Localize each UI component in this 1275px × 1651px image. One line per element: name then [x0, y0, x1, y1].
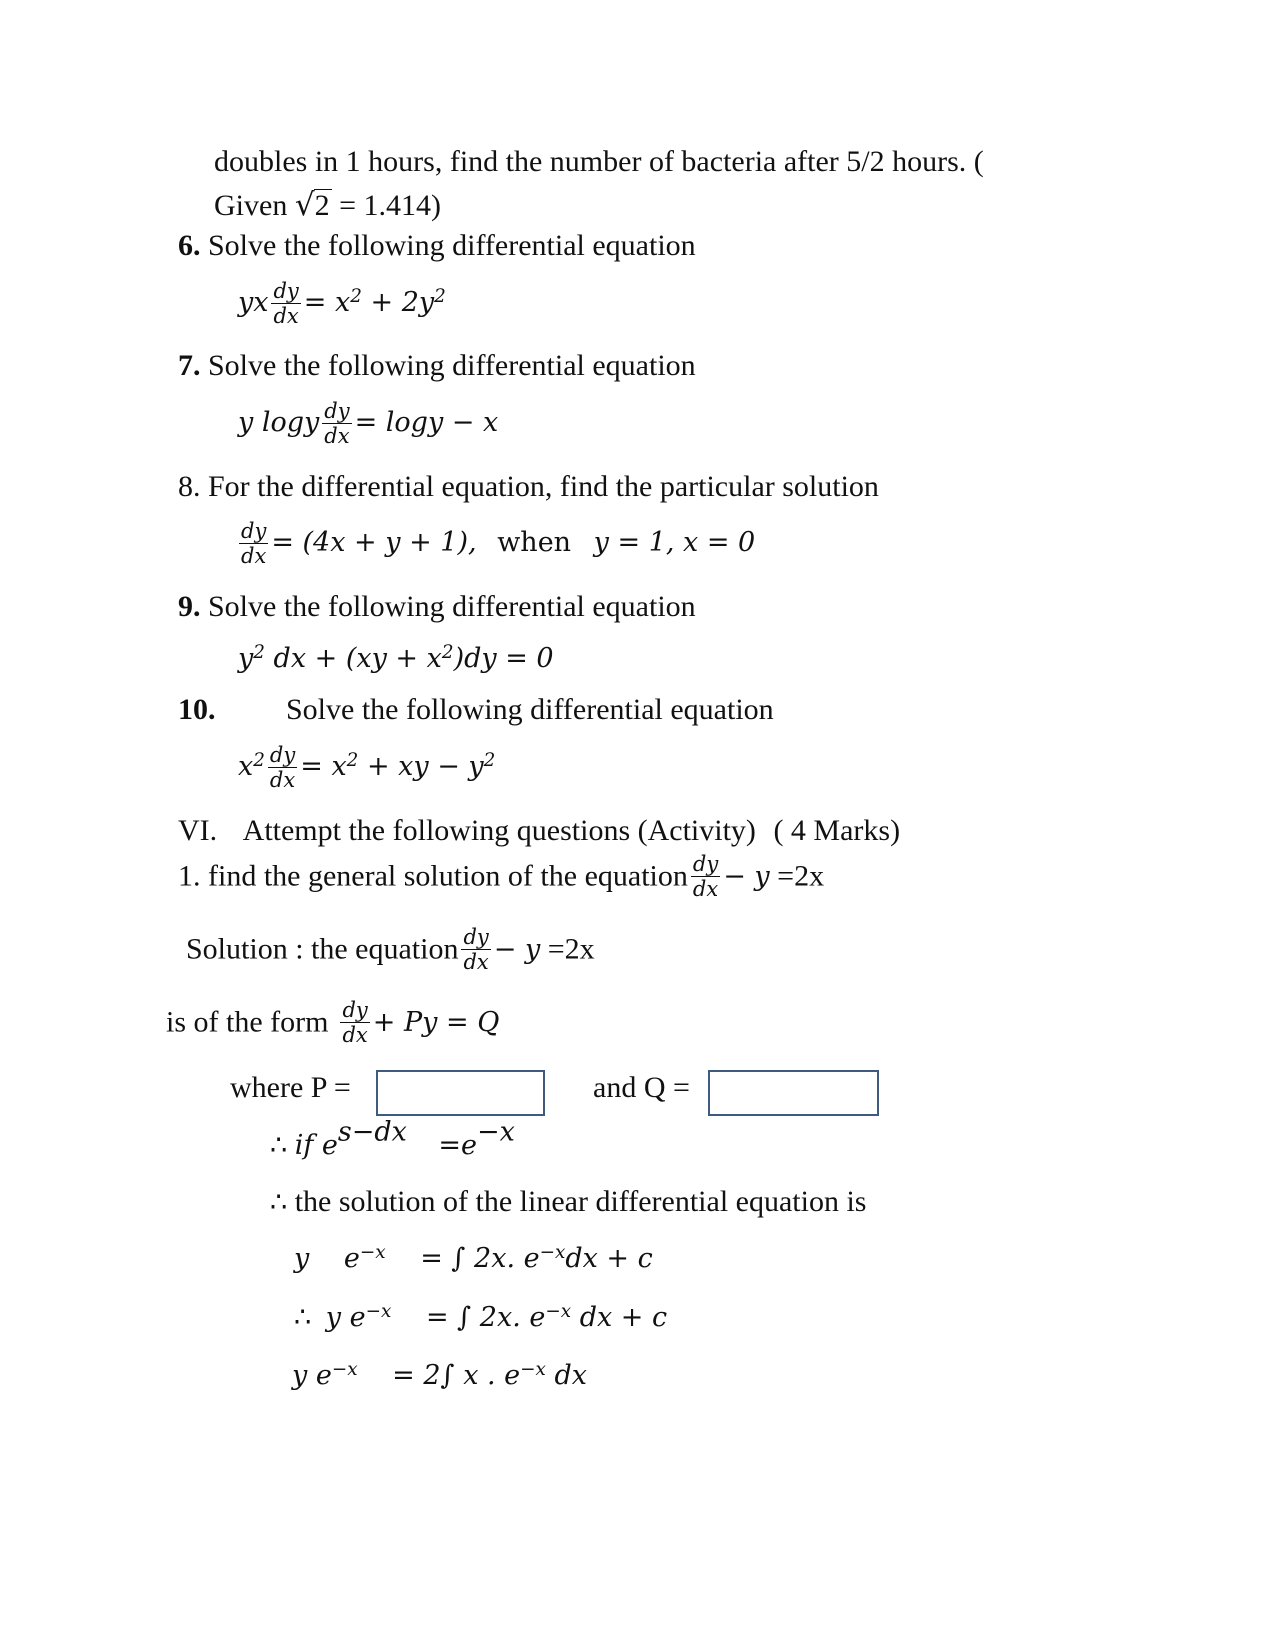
frac-numerator: dy: [342, 998, 368, 1022]
form-line: [166, 999, 499, 1046]
root-argument: 2: [314, 189, 330, 222]
section-heading: [178, 816, 900, 846]
equation-q10: [238, 744, 495, 791]
eq-lhs: x: [238, 751, 254, 783]
derivative-fraction: [271, 280, 300, 327]
question-number: 9.: [178, 590, 201, 623]
step-term: y: [294, 1243, 310, 1274]
frac-denominator: dx: [342, 1023, 368, 1048]
exponent: 2: [346, 749, 359, 771]
derivative-fraction: [691, 853, 720, 900]
derivative-fraction: [239, 520, 268, 567]
solution-rhs-math: − y: [493, 934, 541, 966]
question-10-text: Solve the following differential equation: [286, 693, 774, 726]
square-root: [295, 189, 332, 221]
eq-lhs: y logy: [238, 407, 320, 439]
question-8: [178, 472, 879, 502]
step-term: e: [343, 1243, 360, 1274]
given-value: = 1.414): [339, 189, 442, 222]
frac-denominator: dx: [324, 424, 350, 449]
integrating-factor-line: [270, 1116, 515, 1161]
exponent: −x: [520, 1358, 546, 1380]
step-term: = ∫ 2x. e: [420, 1243, 540, 1274]
eq-term: y: [238, 643, 254, 674]
solution-step-2: [294, 1300, 668, 1333]
eq-rhs: = (4x + y + 1),: [271, 527, 477, 559]
frac-numerator: dy: [241, 519, 267, 543]
exponent: 2: [434, 285, 446, 307]
exponent: −x: [477, 1116, 515, 1148]
continuation-line: doubles in 1 hours, find the number of bacteria after 5/2 hours. (: [214, 145, 984, 178]
question-text: Solve the following differential equation: [208, 229, 696, 262]
solution-label: Solution : the equation: [186, 932, 459, 966]
derivative-fraction: [340, 999, 369, 1046]
frac-denominator: dx: [269, 768, 296, 793]
solution-rhs-text: =2x: [547, 932, 595, 966]
section-numeral: VI.: [178, 814, 218, 847]
eq-rhs: = x: [300, 751, 347, 783]
initial-condition: y = 1, x = 0: [593, 527, 756, 559]
exponent: 2: [441, 641, 454, 663]
frac-denominator: dx: [692, 877, 719, 902]
form-label: is of the form: [166, 1005, 329, 1039]
exponent: 2: [253, 641, 265, 663]
step-term: dx + c: [571, 1302, 668, 1333]
solution-statement: [270, 1187, 866, 1217]
question-number-10: 10.: [178, 693, 216, 726]
exponent: −x: [545, 1300, 572, 1322]
question-number: 7.: [178, 349, 201, 382]
section-title: Attempt the following questions (Activity): [242, 814, 756, 847]
exponent: 2: [350, 285, 362, 307]
question-text: For the differential equation, find the particular solution: [208, 470, 879, 503]
derivative-fraction: [461, 926, 490, 973]
question-6: [178, 231, 696, 261]
exponent: 2: [483, 749, 496, 771]
question-9: [178, 592, 696, 622]
question-text: Solve the following differential equation: [208, 590, 696, 623]
solution-step-3: [292, 1358, 588, 1391]
equation-q8: [236, 520, 755, 567]
equation-q6: [238, 280, 446, 327]
derivative-fraction: [268, 744, 297, 791]
step-term: = ∫ 2x. e: [425, 1302, 546, 1333]
therefore-symbol: ∴: [294, 1302, 312, 1333]
frac-numerator: dy: [324, 399, 350, 423]
given-prefix: Given: [214, 189, 288, 222]
item-rhs-math: − y: [723, 861, 770, 893]
if-text: if e: [294, 1130, 338, 1161]
question-number: 8.: [178, 470, 201, 503]
q-label: and Q =: [593, 1071, 690, 1104]
step-term: dx + c: [565, 1243, 653, 1274]
equation-q7: [238, 400, 498, 447]
p-answer-box[interactable]: [376, 1070, 545, 1116]
frac-denominator: dx: [273, 304, 299, 329]
exponent: −x: [539, 1241, 566, 1263]
solution-step-1: [294, 1241, 653, 1274]
therefore-symbol: ∴: [270, 1130, 288, 1161]
question-number: 6.: [178, 229, 201, 262]
when-word: when: [497, 527, 572, 559]
question-text: Solve the following differential equation: [208, 349, 696, 382]
exponent: −x: [359, 1241, 386, 1263]
question-7: [178, 351, 696, 381]
frac-numerator: dy: [692, 852, 719, 876]
step-term: = 2∫ x . e: [392, 1360, 521, 1391]
root-sign: √: [294, 187, 315, 223]
frac-numerator: dy: [463, 925, 489, 949]
item-rhs-text: =2x: [777, 859, 825, 893]
eq-rhs: = logy − x: [354, 407, 499, 439]
if-equals: =e: [438, 1130, 477, 1161]
p-label: where P =: [230, 1071, 351, 1104]
section-marks: ( 4 Marks): [773, 814, 901, 847]
exponent: −x: [331, 1358, 358, 1380]
eq-rhs: + xy − y: [358, 751, 484, 783]
frac-denominator: dx: [241, 544, 267, 569]
given-line: [214, 189, 441, 221]
q-answer-box[interactable]: [708, 1070, 879, 1116]
frac-numerator: dy: [273, 279, 299, 303]
therefore-symbol: ∴: [270, 1187, 288, 1218]
exponent: 2: [253, 749, 265, 771]
eq-rhs: = x: [303, 287, 351, 319]
frac-denominator: dx: [463, 950, 489, 975]
exponent: s−dx: [337, 1116, 407, 1148]
solution-line: [186, 926, 595, 973]
eq-lhs: yx: [238, 287, 269, 319]
eq-term: )dy = 0: [453, 643, 554, 674]
derivative-fraction: [322, 400, 351, 447]
exponent: −x: [365, 1300, 392, 1322]
item-label: 1. find the general solution of the equation: [178, 859, 688, 893]
eq-term: dx + (xy + x: [264, 643, 442, 674]
step-term: dx: [545, 1360, 588, 1391]
eq-rhs: + 2y: [361, 287, 435, 319]
form-rhs: + Py = Q: [372, 1007, 500, 1039]
step-term: y e: [325, 1302, 366, 1333]
activity-item-1: [178, 853, 824, 900]
solution-statement-text: the solution of the linear differential equation is: [294, 1185, 867, 1218]
equation-q9: [238, 641, 554, 674]
step-term: y e: [292, 1360, 332, 1391]
frac-numerator: dy: [269, 743, 296, 767]
